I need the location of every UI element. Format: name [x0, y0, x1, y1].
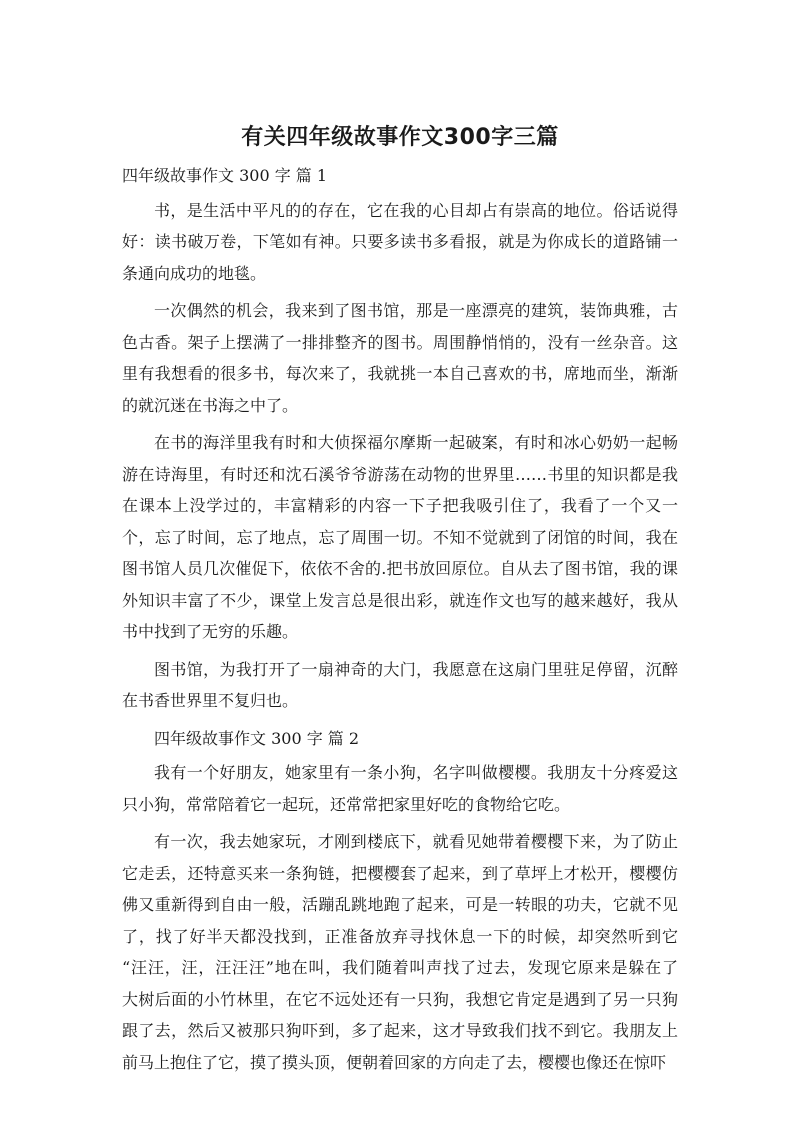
text-line: 跟了去，然后又被那只狗吓到，多了起来，这才导致我们找不到它。我朋友上: [122, 1021, 678, 1040]
text-line: 外知识丰富了不少，课堂上发言总是很出彩，就连作文也写的越来越好，我从: [122, 590, 678, 610]
text-line: 里有我想看的很多书，每次来了，我就挑一本自己喜欢的书，席地而坐，渐渐: [122, 364, 678, 383]
text-line: 的就沉迷在书海之中了。: [122, 395, 299, 415]
text-line: 佛又重新得到自由一般，活蹦乱跳地跑了起来，可是一转眼的功夫，它就不见: [122, 895, 678, 914]
text-line: 色古香。架子上摆满了一排排整齐的图书。周围静悄悄的，没有一丝杂音。这: [122, 332, 678, 352]
text-line: 图书馆，为我打开了一扇神奇的大门，我愿意在这扇门里驻足停留，沉醉: [154, 659, 678, 679]
paragraph: [122, 757, 678, 820]
text-line: 一次偶然的机会，我来到了图书馆，那是一座漂亮的建筑，装饰典雅，古: [154, 301, 678, 320]
document-body: [122, 160, 678, 1084]
paragraph: [122, 826, 678, 1078]
text-line: 在课本上没学过的，丰富精彩的内容一下子把我吸引住了，我看了一个又一: [122, 496, 678, 515]
text-line: 前马上抱住了它，摸了摸头顶，便朝着回家的方向走了去，樱樱也像还在惊吓: [122, 1052, 667, 1072]
section-heading: 四年级故事作文 300 字 篇 1: [122, 166, 328, 185]
text-line: 在书香世界里不复归也。: [122, 691, 299, 710]
text-line: 大树后面的小竹林里，在它不远处还有一只狗，我想它肯定是遇到了另一只狗: [122, 989, 678, 1009]
text-line: 有一次，我去她家玩，才刚到楼底下，就看见她带着樱樱下来，为了防止: [154, 832, 678, 851]
text-line: 条通向成功的地毯。: [122, 263, 267, 283]
text-line: 好：读书破万卷，下笔如有神。只要多读书多看报，就是为你成长的道路铺一: [122, 232, 678, 251]
text-line: 书中找到了无穷的乐趣。: [122, 622, 299, 641]
text-line: 游在诗海里，有时还和沈石溪爷爷游荡在动物的世界里……书里的知识都是我: [122, 464, 678, 484]
text-line: 书，是生活中平凡的的存在，它在我的心目却占有崇高的地位。俗话说得: [154, 200, 678, 220]
text-line: 只小狗，常常陪着它一起玩，还常常把家里好吃的食物给它吃。: [122, 794, 571, 814]
document-title: 有关四年级故事作文300字三篇: [241, 125, 559, 150]
paragraph: [122, 427, 678, 648]
text-line: 我有一个好朋友，她家里有一条小狗，名字叫做樱樱。我朋友十分疼爱这: [154, 763, 678, 782]
text-line: 图书馆人员几次催促下，依依不舍的.把书放回原位。自从去了图书馆，我的课: [122, 559, 678, 578]
section-heading: 四年级故事作文 300 字 篇 2: [154, 728, 360, 748]
paragraph: [122, 654, 678, 717]
paragraph: [122, 195, 678, 290]
text-line: 个，忘了时间，忘了地点，忘了周围一切。不知不觉就到了闭馆的时间，我在: [122, 527, 678, 547]
text-line: “汪汪，汪，汪汪汪”地在叫，我们随着叫声找了过去，发现它原来是躲在了: [122, 958, 678, 977]
paragraph: [122, 295, 678, 421]
text-line: 在书的海洋里我有时和大侦探福尔摩斯一起破案，有时和冰心奶奶一起畅: [154, 433, 678, 452]
text-line: 它走丢，还特意买来一条狗链，把樱樱套了起来，到了草坪上才松开，樱樱仿: [122, 863, 678, 883]
text-line: 了，找了好半天都没找到，正准备放弃寻找休息一下的时候，却突然听到它: [122, 926, 678, 946]
